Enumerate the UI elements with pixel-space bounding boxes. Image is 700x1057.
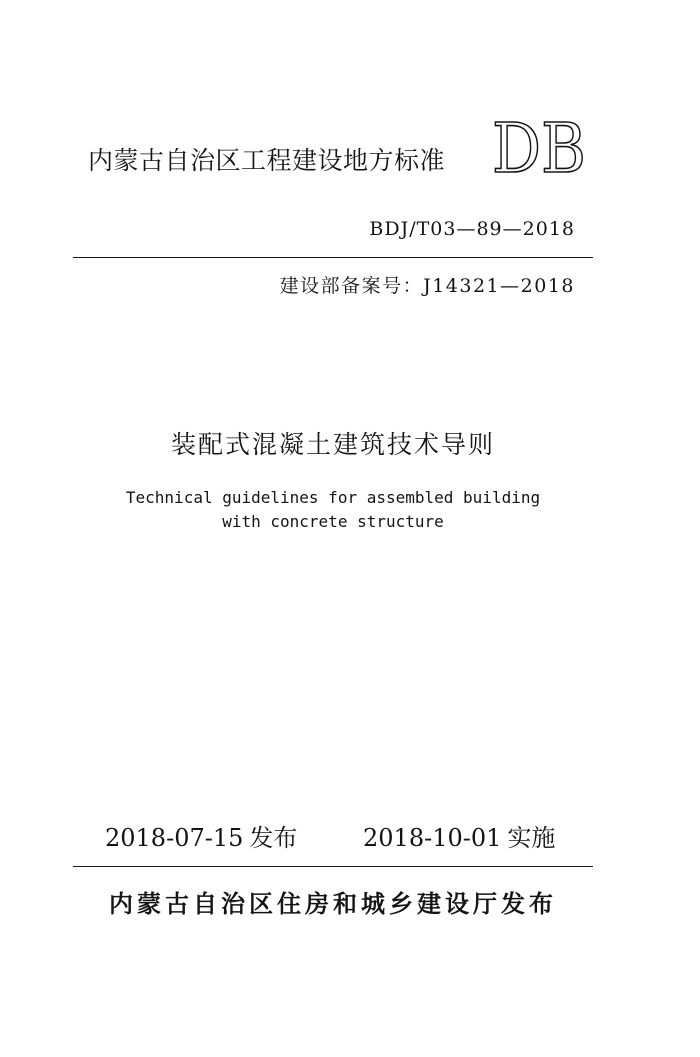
- release-label: 发布: [249, 824, 298, 852]
- implementation-date-group: [363, 818, 555, 853]
- implementation-date: 2018-10-01: [363, 824, 502, 852]
- record-number: 建设部备案号：J14321—2018: [279, 275, 575, 297]
- dates-row: [105, 818, 555, 853]
- implementation-label: 实施: [507, 824, 556, 852]
- db-logo: [492, 114, 588, 178]
- release-date: 2018-07-15: [105, 824, 244, 852]
- db-logo-graphic: [492, 114, 588, 178]
- bottom-divider: [73, 866, 593, 867]
- top-divider: [73, 257, 593, 258]
- standard-category-heading: 内蒙古自治区工程建设地方标准: [88, 146, 446, 175]
- document-title-english: [0, 486, 666, 534]
- standard-number: BDJ/T03—89—2018: [369, 218, 575, 240]
- document-title-chinese: 装配式混凝土建筑技术导则: [170, 430, 495, 459]
- db-logo-text: DB: [492, 114, 586, 178]
- english-title-line-1: Technical guidelines for assembled building: [125, 488, 541, 507]
- publisher: 内蒙古自治区住房和城乡建设厅发布: [109, 890, 557, 918]
- release-date-group: [105, 818, 297, 853]
- english-title-line-2: with concrete structure: [222, 512, 444, 531]
